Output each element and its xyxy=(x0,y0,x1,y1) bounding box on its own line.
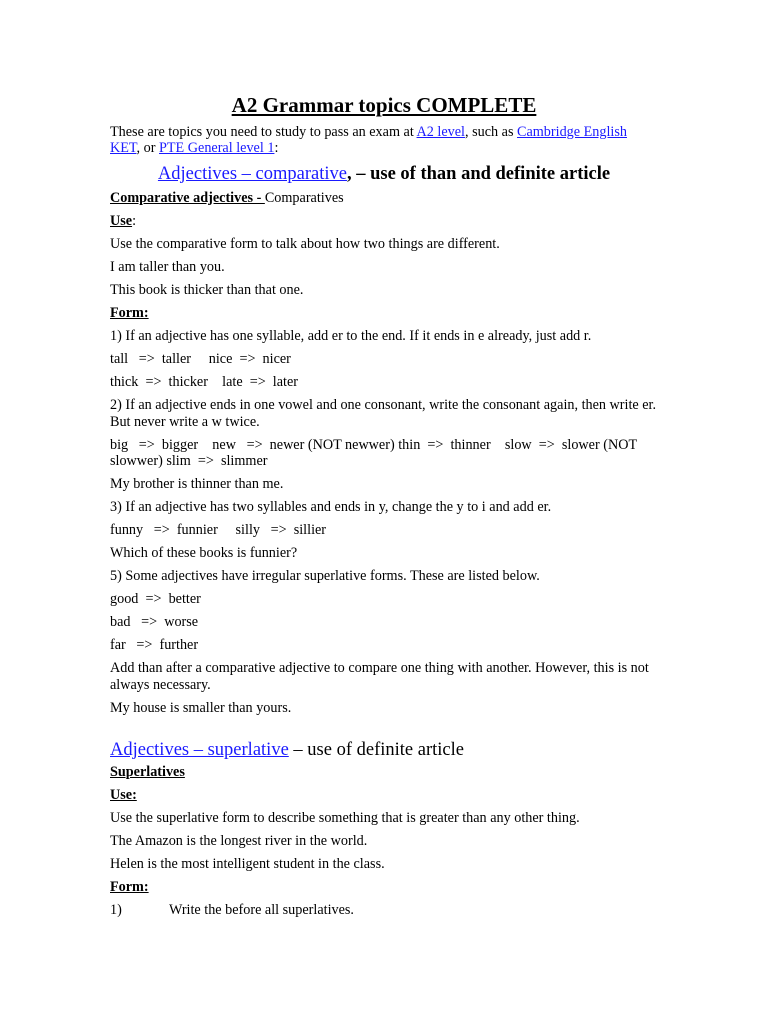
use-colon: : xyxy=(132,213,137,229)
form-label: Form: xyxy=(110,879,149,895)
irregular-pair-text: far => further xyxy=(110,637,199,653)
use-label xyxy=(110,213,658,230)
note-paragraph: Add than after a comparative adjective to compare one thing with another. However, this is not always necessary. xyxy=(110,660,649,693)
intro-text: These are topics you need to study to pass an exam at xyxy=(110,124,417,140)
link-a2-level[interactable]: A2 level xyxy=(416,124,465,140)
irregular-pair xyxy=(110,591,658,608)
example-sentence: I am taller than you. xyxy=(110,259,225,275)
paragraph: Use the comparative form to talk about how two things are different. xyxy=(110,236,500,252)
example-sentence: Which of these books is funnier? xyxy=(110,545,298,561)
example-pair xyxy=(110,522,658,539)
section-heading-superlative xyxy=(110,738,658,762)
example-sentence: My brother is thinner than me. xyxy=(110,476,284,492)
rule-3: 3) If an adjective has two syllables and ends in y, change the y to i and add er. xyxy=(110,499,552,515)
irregular-pair-text: bad => worse xyxy=(110,614,199,630)
document-page xyxy=(110,92,658,925)
use-label: Use: xyxy=(110,787,137,803)
section-heading-comparative xyxy=(110,162,658,186)
paragraph: Use the superlative form to describe something that is greater than any other thing. xyxy=(110,810,580,826)
link-adjectives-superlative[interactable]: Adjectives – superlative xyxy=(110,740,289,760)
irregular-pair xyxy=(110,637,658,654)
example-pair-text: thick => thicker late => later xyxy=(110,374,299,390)
subheading-superlatives: Superlatives xyxy=(110,764,185,780)
example-pair: big => bigger new => newer (NOT newwer) thin => thinner slow => slower (NOT slowwer) slim => slimmer xyxy=(110,436,641,469)
page-title: A2 Grammar topics COMPLETE xyxy=(231,93,537,117)
intro-paragraph xyxy=(110,124,658,156)
example-pair-text: tall => taller nice => nicer xyxy=(110,351,291,367)
example-pair xyxy=(110,351,658,368)
intro-text: , or xyxy=(136,140,159,156)
numbered-item xyxy=(110,902,658,919)
rule-5: 5) Some adjectives have irregular superlative forms. These are listed below. xyxy=(110,568,540,584)
irregular-pair xyxy=(110,614,658,631)
rule-1: 1) If an adjective has one syllable, add er to the end. If it ends in e already, just add r. xyxy=(110,328,592,344)
example-sentence: My house is smaller than yours. xyxy=(110,699,292,716)
example-sentence: This book is thicker than that one. xyxy=(110,282,304,298)
example-pair xyxy=(110,374,658,391)
item-text: Write the before all superlatives. xyxy=(169,902,354,918)
intro-text: : xyxy=(274,140,279,156)
link-pte-general[interactable]: PTE General level 1 xyxy=(159,140,275,156)
link-adjectives-comparative[interactable]: Adjectives – comparative xyxy=(157,164,347,184)
heading-rest: – use of definite article xyxy=(288,740,464,760)
example-pair-text: funny => funnier silly => sillier xyxy=(110,522,327,538)
heading-rest: , – use of than and definite article xyxy=(346,164,611,184)
intro-text: , such as xyxy=(465,124,518,140)
rule-2: 2) If an adjective ends in one vowel and one consonant, write the consonant again, then write er. But never write a w twice. xyxy=(110,397,657,430)
link-cambridge-ket[interactable]: Cambridge English KET xyxy=(110,124,627,156)
irregular-pair-text: good => better xyxy=(110,591,201,607)
form-label: Form: xyxy=(110,305,149,321)
example-sentence: The Amazon is the longest river in the world. xyxy=(110,833,368,849)
use-label-text: Use xyxy=(110,213,133,229)
subheading-bold: Comparative adjectives - xyxy=(110,190,265,206)
example-sentence: Helen is the most intelligent student in the class. xyxy=(110,856,385,872)
subheading-comparative xyxy=(110,190,658,207)
item-number: 1) xyxy=(110,902,122,918)
subheading-rest: Comparatives xyxy=(264,190,344,206)
